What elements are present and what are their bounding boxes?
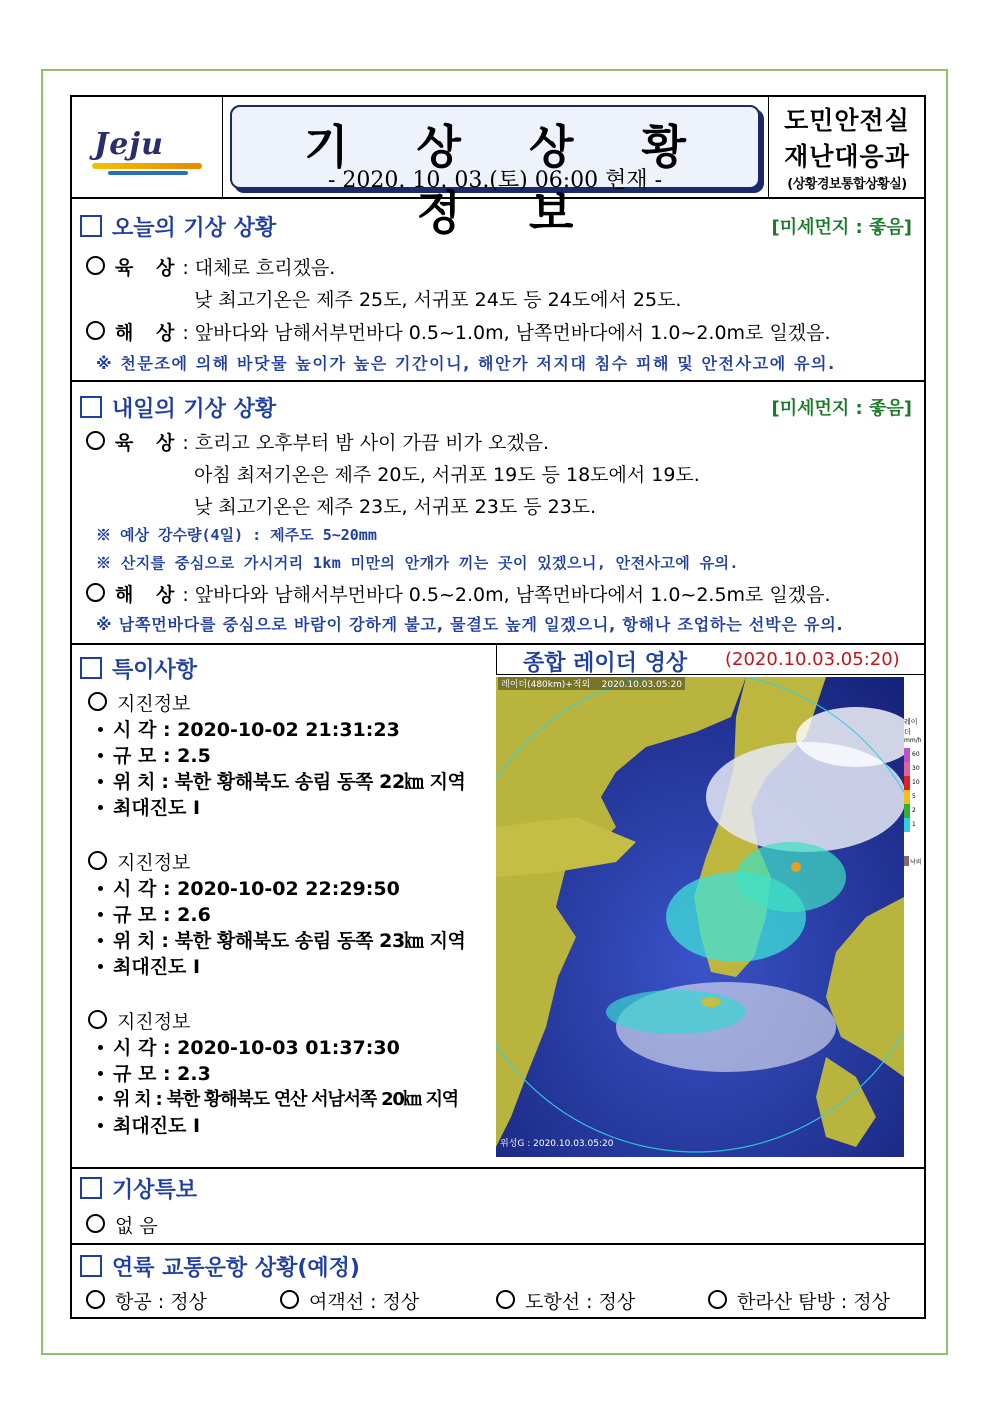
- circle-icon: [86, 321, 105, 340]
- tomorrow-dust: [미세먼지 : 좋음]: [771, 398, 912, 419]
- dept-office: (상황경보통합상황실): [787, 177, 907, 192]
- title-box: [230, 105, 760, 240]
- legend-values: 60 30 10 5 2 1: [912, 751, 920, 828]
- today-section: [72, 197, 924, 382]
- radar-map: [496, 677, 904, 1157]
- radar-caption: [496, 645, 924, 675]
- circle-icon: [86, 1214, 105, 1233]
- circle-icon: [88, 851, 107, 870]
- tomorrow-land: 육 상: 흐리고 오후부터 밤 사이 가끔 비가 오겠음.: [86, 428, 549, 455]
- today-land-temp: 낮 최고기온은 제주 25도, 서귀포 24도 등 24도에서 25도.: [194, 289, 682, 311]
- logo-swoosh-blue: [108, 171, 188, 175]
- circle-icon: [86, 583, 105, 602]
- logo-cell: [72, 97, 223, 197]
- checkbox-icon: [80, 657, 102, 679]
- logo-swoosh: [92, 163, 202, 169]
- warning-heading: 기상특보: [80, 1173, 197, 1204]
- department-cell: [768, 97, 925, 197]
- today-note: ※ 천문조에 의해 바닷물 높이가 높은 기간이니, 해안가 저지대 침수 피해 및 안전사고에 유의.: [96, 354, 836, 373]
- radar-legend: [904, 677, 924, 1157]
- tomorrow-land-max: 낮 최고기온은 제주 23도, 서귀포 23도 등 23도.: [194, 496, 597, 518]
- checkbox-icon: [80, 1255, 102, 1277]
- legend-colors: [904, 748, 910, 832]
- legend-lightning: 낙뢰: [904, 856, 924, 866]
- tomorrow-section: [72, 382, 924, 645]
- legend-scale: [904, 748, 924, 832]
- circle-icon: [86, 431, 105, 450]
- legend-unit: mm/h: [904, 737, 922, 744]
- legend-title: 레이더: [904, 718, 918, 736]
- transport-ferry: 여객선 : 정상: [280, 1287, 419, 1314]
- checkbox-icon: [80, 215, 102, 237]
- tomorrow-fog-note: ※ 산지를 중심으로 가시거리 1km 미만의 안개가 끼는 곳이 있겠으니, 안전사고에 유의.: [96, 554, 739, 572]
- radar-title: 종합 레이더 영상: [523, 651, 688, 676]
- dept-name: 도민안전실: [784, 106, 910, 135]
- special-section: [72, 645, 924, 1169]
- dept-division: 재난대응과: [784, 142, 910, 171]
- circle-icon: [708, 1290, 727, 1309]
- radar-date: (2020.10.03.05:20): [725, 649, 900, 670]
- quake-info-1: 지진정보 시 각 : 2020-10-02 21:31:23 규 모 : 2.5 위 치 : 북한 황해북도 송림 동쪽 22㎞ 지역 최대진도 Ⅰ: [88, 689, 466, 819]
- tomorrow-wind-note: ※ 남쪽먼바다를 중심으로 바람이 강하게 불고, 물결도 높게 일겠으니, 항해나 조업하는 선박은 유의.: [96, 615, 844, 634]
- circle-icon: [88, 1010, 107, 1029]
- quake-info-2: 지진정보 시 각 : 2020-10-02 22:29:50 규 모 : 2.6 위 치 : 북한 황해북도 송림 동쪽 23㎞ 지역 최대진도 Ⅰ: [88, 848, 466, 978]
- jeju-island: [701, 997, 721, 1007]
- jeju-logo: Jeju: [94, 127, 164, 162]
- warning-section: [72, 1169, 924, 1245]
- checkbox-icon: [80, 1177, 102, 1199]
- today-heading: 오늘의 기상 상황: [80, 211, 276, 242]
- weather-report: [70, 95, 926, 1319]
- checkbox-icon: [80, 396, 102, 418]
- circle-icon: [88, 692, 107, 711]
- circle-icon: [86, 1290, 105, 1309]
- today-dust: [미세먼지 : 좋음]: [771, 217, 912, 238]
- transport-air: 항공 : 정상: [86, 1287, 207, 1314]
- radar-image: [496, 677, 904, 1157]
- tomorrow-rain-note: ※ 예상 강수량(4일) : 제주도 5~20mm: [96, 526, 377, 544]
- special-heading: 특이사항: [80, 653, 197, 684]
- transport-heading: 연륙 교통운항 상황(예정): [80, 1251, 360, 1282]
- tomorrow-heading: 내일의 기상 상황: [80, 392, 276, 423]
- tomorrow-sea: 해 상: 앞바다와 남해서부먼바다 0.5~2.0m, 남쪽먼바다에서 1.0~2.5m로 일겠음.: [86, 580, 831, 607]
- circle-icon: [280, 1290, 299, 1309]
- radar-top-label: 레이더(480km)+적외 2020.10.03.05:20: [498, 677, 685, 690]
- transport-island-boat: 도항선 : 정상: [496, 1287, 635, 1314]
- report-date: - 2020. 10. 03.(토) 06:00 현재 -: [327, 168, 663, 193]
- page-title: 기 상 상 황 정 보: [304, 120, 712, 240]
- radar-echo-heavy: [791, 862, 801, 872]
- quake-info-3: 지진정보 시 각 : 2020-10-03 01:37:30 규 모 : 2.3 위 치 : 북한 황해북도 연산 서남서쪽 20㎞ 지역 최대진도 Ⅰ: [88, 1007, 458, 1137]
- today-land: 육 상: 대체로 흐리겠음.: [86, 253, 335, 280]
- radar-bottom-label: 위성G : 2020.10.03.05:20: [500, 1139, 614, 1149]
- tomorrow-land-min: 아침 최저기온은 제주 20도, 서귀포 19도 등 18도에서 19도.: [194, 464, 700, 486]
- transport-hallasan: 한라산 탐방 : 정상: [708, 1287, 890, 1314]
- radar-echo-2: [736, 842, 846, 912]
- circle-icon: [496, 1290, 515, 1309]
- today-sea: 해 상: 앞바다와 남해서부먼바다 0.5~1.0m, 남쪽먼바다에서 1.0~2.0m로 일겠음.: [86, 318, 831, 345]
- circle-icon: [86, 256, 105, 275]
- warning-value: 없 음: [86, 1211, 158, 1238]
- radar-echo-3: [606, 990, 746, 1034]
